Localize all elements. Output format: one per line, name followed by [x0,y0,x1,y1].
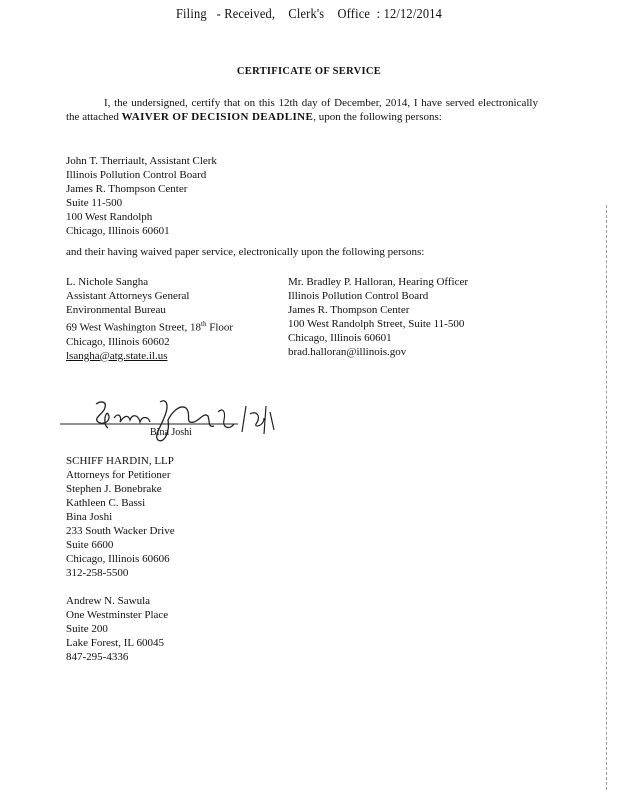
firm-line: Chicago, Illinois 60606 [66,553,170,565]
street-ordinal: th [201,320,207,328]
address-line: Chicago, Illinois 60602 [66,335,170,348]
header-office: Office [337,6,371,21]
address-line: Chicago, Illinois 60601 [288,332,392,344]
signatory-name: Bina Joshi [150,427,192,438]
address-line: Chicago, Illinois 60601 [66,225,170,237]
address-line: Illinois Pollution Control Board [288,290,429,302]
firm-line: Kathleen C. Bassi [66,497,146,509]
address-phone: 847-295-4336 [66,651,129,663]
filing-header [25,6,594,22]
street-text: 69 West Washington Street, 18 [66,321,202,334]
document-title: CERTIFICATE OF SERVICE [236,66,382,77]
firm-line: Bina Joshi [66,511,113,523]
header-filing: Filing [175,6,207,21]
address-line: Environmental Bureau [66,304,166,316]
address-line: Mr. Bradley P. Halloran, Hearing Officer [288,276,469,288]
address-line: Suite 200 [66,623,108,635]
certification-paragraph [66,96,538,124]
law-firm-block [66,454,175,580]
primary-recipient-address [66,154,217,238]
firm-line: Suite 6600 [66,539,114,551]
address-line: 100 West Randolph Street, Suite 11-500 [288,318,465,330]
handwritten-signature [58,394,288,450]
firm-line: 233 South Wacker Drive [66,525,175,537]
address-line [66,317,233,335]
address-line: 100 West Randolph [66,211,153,223]
header-date: : 12/12/2014 [376,6,443,21]
address-line: Assistant Attorneys General [66,290,190,302]
address-line: Illinois Pollution Control Board [66,169,207,181]
address-line: L. Nichole Sangha [66,276,149,288]
email-link[interactable]: lsangha@atg.state.il.us [66,349,168,362]
address-line: One Westminster Place [66,609,169,621]
address-line: James R. Thompson Center [288,304,410,316]
header-clerks: Clerk's [288,6,325,21]
header-received: - Received, [216,6,276,21]
scan-edge-line [606,205,608,790]
firm-name: SCHIFF HARDIN, LLP [66,455,174,467]
firm-line: Attorneys for Petitioner [66,469,171,481]
intro-text-end: , upon the following persons: [313,111,442,123]
address-line: John T. Therriault, Assistant Clerk [66,155,217,167]
street-floor: Floor [206,321,234,334]
secondary-address-block [66,594,168,664]
recipient-left-address [66,275,233,363]
waived-service-line: and their having waived paper service, electronically upon the following persons: [66,246,425,258]
document-name: WAIVER OF DECISION DEADLINE [121,111,314,123]
address-line: James R. Thompson Center [66,183,188,195]
firm-line: Stephen J. Bonebrake [66,483,162,495]
recipient-right-address [288,275,468,359]
address-line: Suite 11-500 [66,197,123,209]
address-line: Lake Forest, IL 60045 [66,637,164,649]
firm-phone: 312-258-5500 [66,567,129,579]
intro-text: I, the undersigned, certify that on this 12th day of December, 2014, I have served electronically the attached [66,97,538,123]
email-text: brad.halloran@illinois.gov [288,346,407,358]
address-line: Andrew N. Sawula [66,595,151,607]
